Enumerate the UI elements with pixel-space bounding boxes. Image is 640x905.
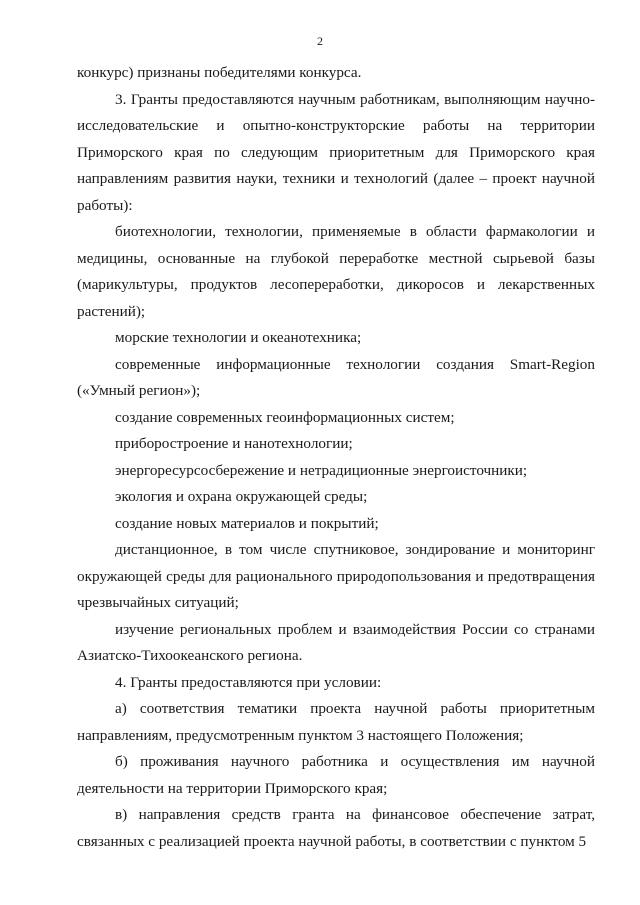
paragraph: биотехнологии, технологии, применяемые в области фармакологии и медицины, основанные на глубокой переработке местной сырьевой базы (марикультуры, продуктов лесопереработки, дикоросов и лекарственных растений); [77, 223, 595, 320]
paragraph: создание новых материалов и покрытий; [115, 514, 379, 532]
document-body [77, 60, 595, 855]
paragraph: дистанционное, в том числе спутниковое, зондирование и мониторинг окружающей среды для рационального природопользования и предотвращения чрезвычайных ситуаций; [77, 541, 595, 611]
paragraph: 4. Гранты предоставляются при условии: [115, 673, 382, 691]
page-number: 2 [317, 34, 323, 48]
paragraph: а) соответствия тематики проекта научной работы приоритетным направлениям, предусмотренным пунктом 3 настоящего Положения; [77, 700, 595, 744]
paragraph: приборостроение и нанотехнологии; [115, 435, 353, 452]
paragraph: создание современных геоинформационных систем; [115, 408, 455, 426]
paragraph: конкурс) признаны победителями конкурса. [77, 64, 362, 81]
paragraph: 3. Гранты предоставляются научным работникам, выполняющим научно-исследовательские и опытно-конструкторские работы на территории Приморского края по следующим приоритетным для Приморского края направлениям развития науки, техники и технологий (далее – проект научной работы): [77, 90, 595, 214]
paragraph: морские технологии и океанотехника; [115, 329, 362, 346]
paragraph: энергоресурсосбережение и нетрадиционные энергоисточники; [115, 461, 528, 479]
paragraph: в) направления средств гранта на финансовое обеспечение затрат, связанных с реализацией проекта научной работы, в соответствии с пунктом 5 [77, 806, 595, 850]
paragraph: экология и охрана окружающей среды; [115, 488, 368, 505]
paragraph: изучение региональных проблем и взаимодействия России со странами Азиатско-Тихоокеанского региона. [77, 620, 595, 664]
paragraph: современные информационные технологии создания Smart-Region («Умный регион»); [77, 355, 595, 399]
paragraph: б) проживания научного работника и осуществления им научной деятельности на территории Приморского края; [77, 753, 595, 797]
